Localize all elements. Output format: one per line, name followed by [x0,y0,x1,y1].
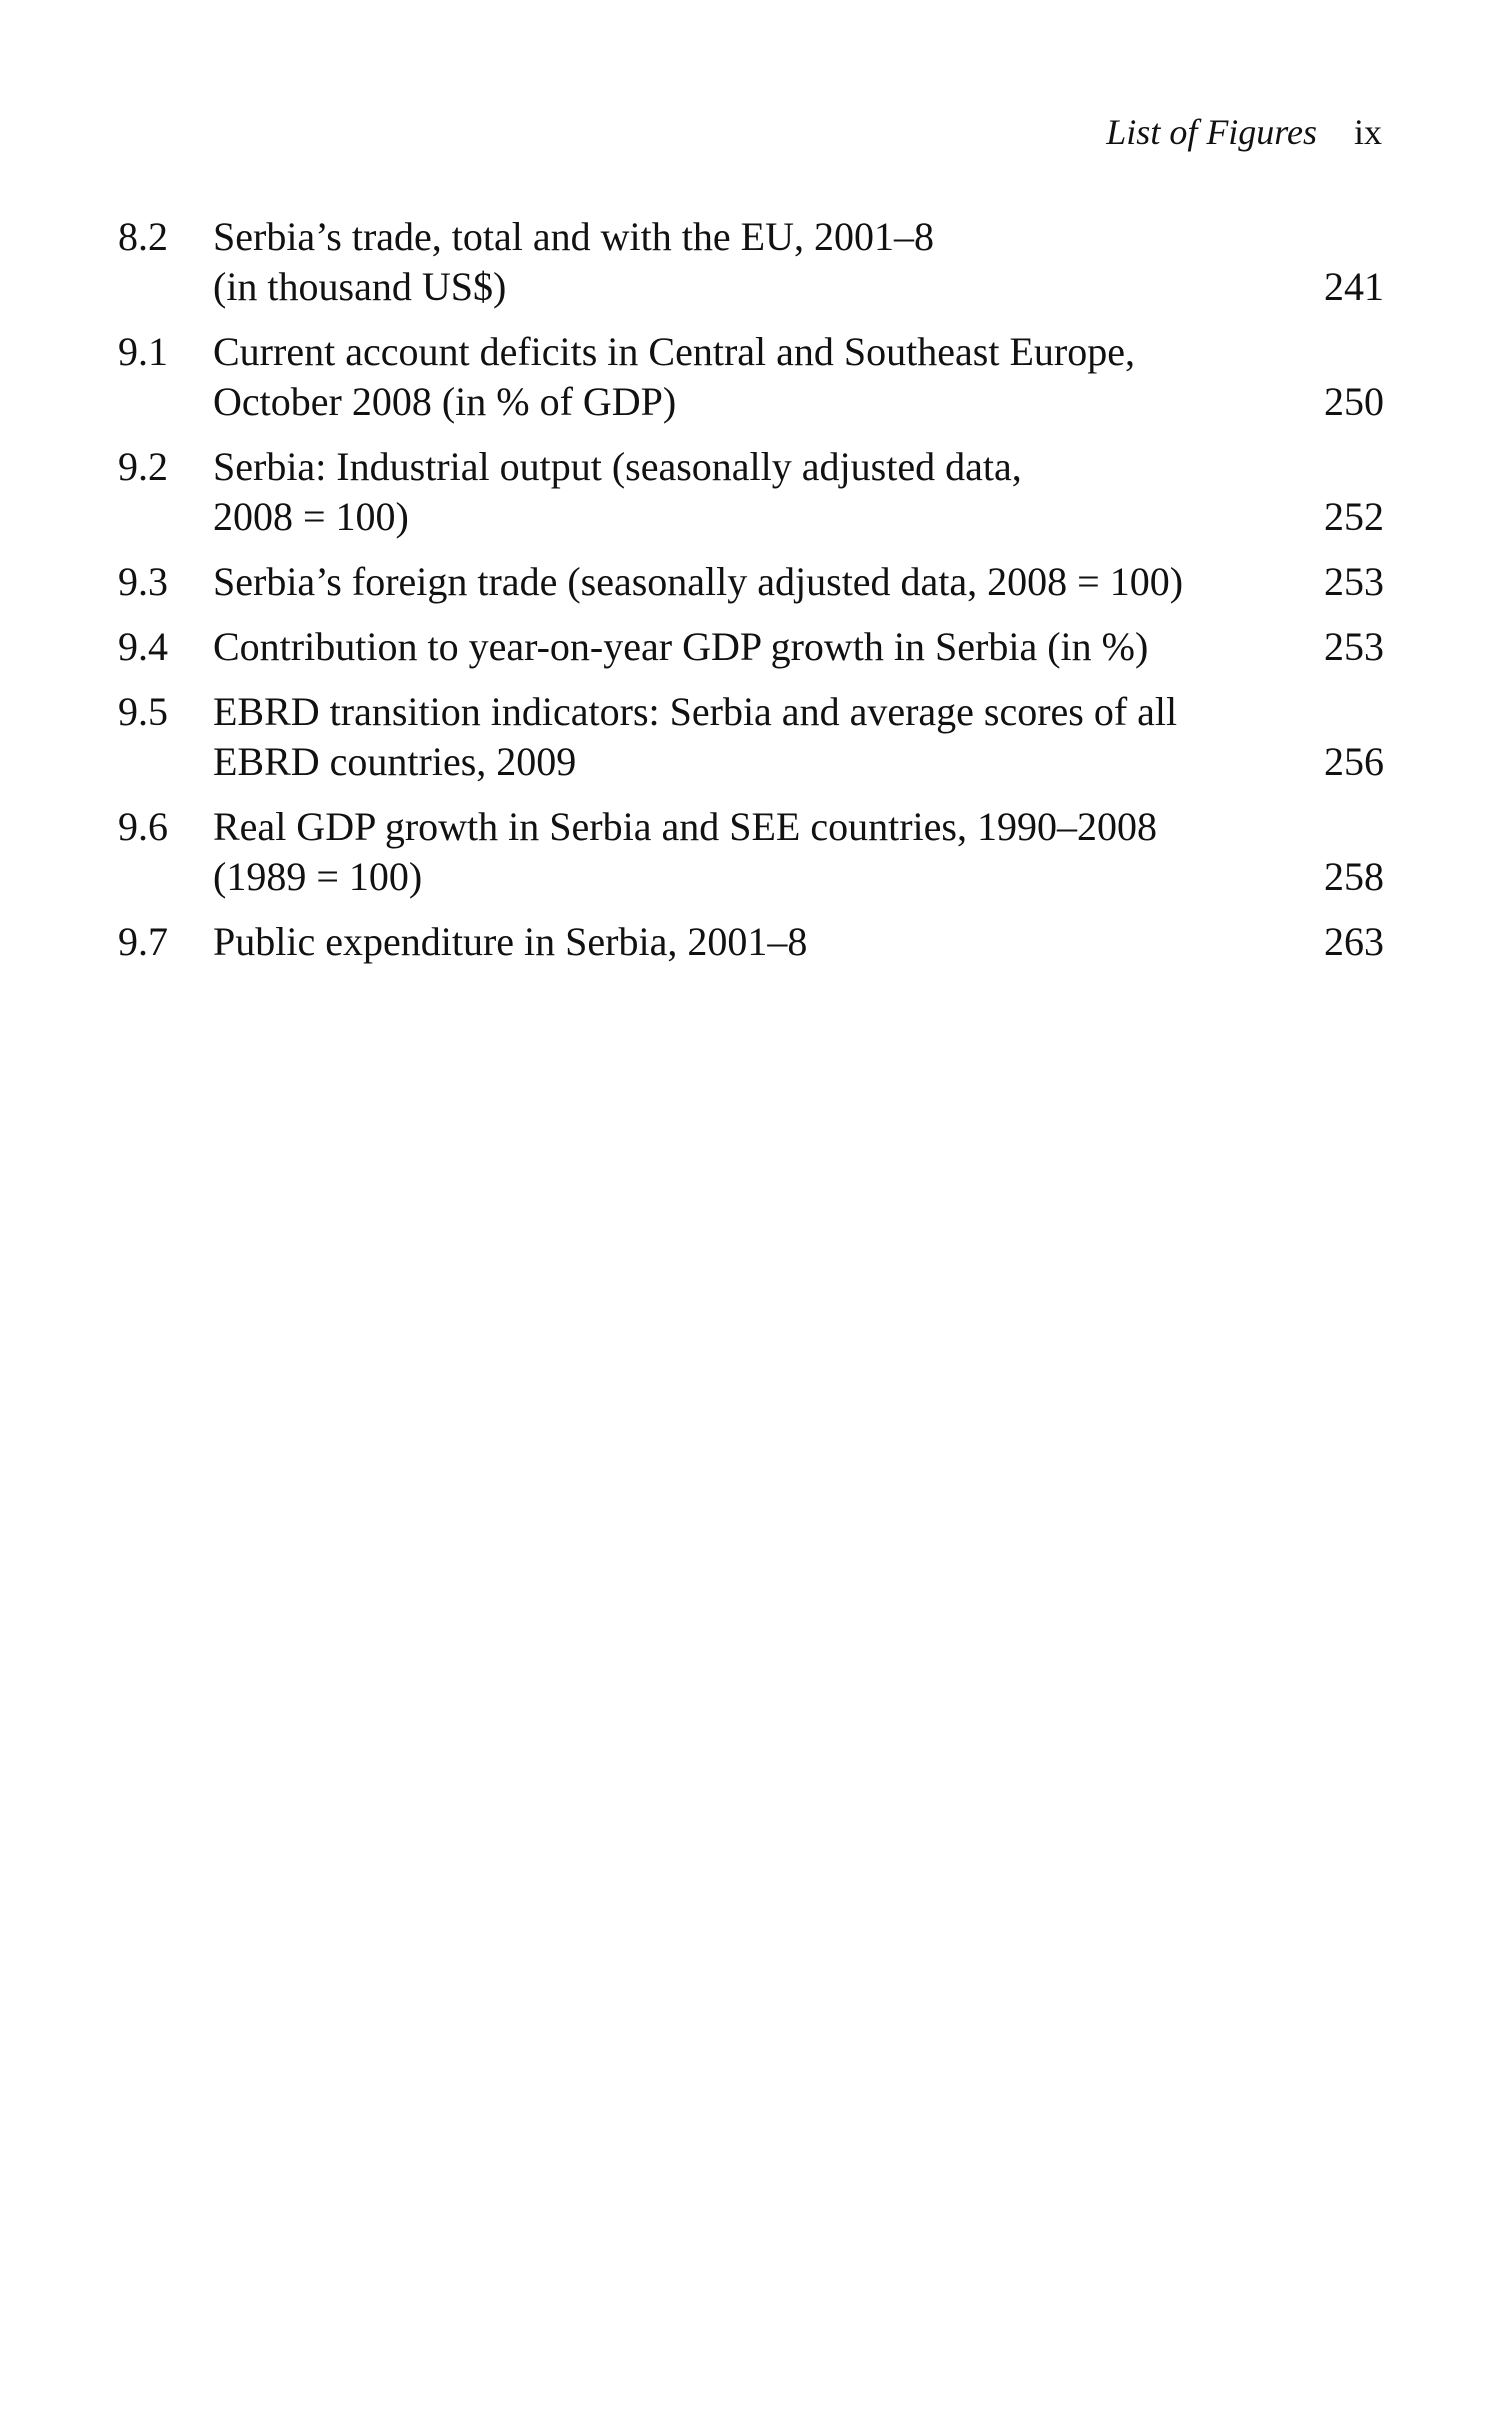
figure-entry [118,622,1384,672]
page-number: ix [1353,112,1382,152]
figure-title: Real GDP growth in Serbia and SEE countries, 1990–2008 (1989 = 100) [213,804,1157,899]
figure-number: 9.7 [118,919,168,964]
figure-title: Current account deficits in Central and Southeast Europe, October 2008 (in % of GDP) [213,329,1135,424]
running-head [1106,108,1382,156]
figure-page: 258 [1324,854,1384,899]
figure-title: EBRD transition indicators: Serbia and average scores of all EBRD countries, 2009 [213,689,1178,784]
figure-page: 253 [1324,559,1384,604]
figure-page: 263 [1324,919,1384,964]
figure-entry [118,442,1384,542]
figure-page: 241 [1324,264,1384,309]
figure-entry [118,557,1384,607]
figure-entry [118,687,1384,787]
figure-number: 9.5 [118,689,168,734]
figure-page: 250 [1324,379,1384,424]
figure-number: 9.6 [118,804,168,849]
figure-number: 9.4 [118,624,168,669]
figure-title: Serbia’s trade, total and with the EU, 2001–8 (in thousand US$) [213,214,934,309]
figure-entry [118,327,1384,427]
figure-number: 9.1 [118,329,168,374]
figure-number: 9.3 [118,559,168,604]
figure-title: Serbia’s foreign trade (seasonally adjusted data, 2008 = 100) [213,559,1184,604]
figure-list [118,212,1384,982]
figure-entry [118,802,1384,902]
figure-title: Contribution to year-on-year GDP growth in Serbia (in %) [213,624,1149,669]
figure-title: Public expenditure in Serbia, 2001–8 [213,919,808,964]
figure-number: 9.2 [118,444,168,489]
figure-title: Serbia: Industrial output (seasonally adjusted data, 2008 = 100) [213,444,1022,539]
figure-page: 253 [1324,624,1384,669]
figure-page: 252 [1324,494,1384,539]
running-head-title: List of Figures [1106,112,1317,152]
figure-page: 256 [1324,739,1384,784]
figure-entry [118,212,1384,312]
figure-number: 8.2 [118,214,168,259]
figure-entry [118,917,1384,967]
